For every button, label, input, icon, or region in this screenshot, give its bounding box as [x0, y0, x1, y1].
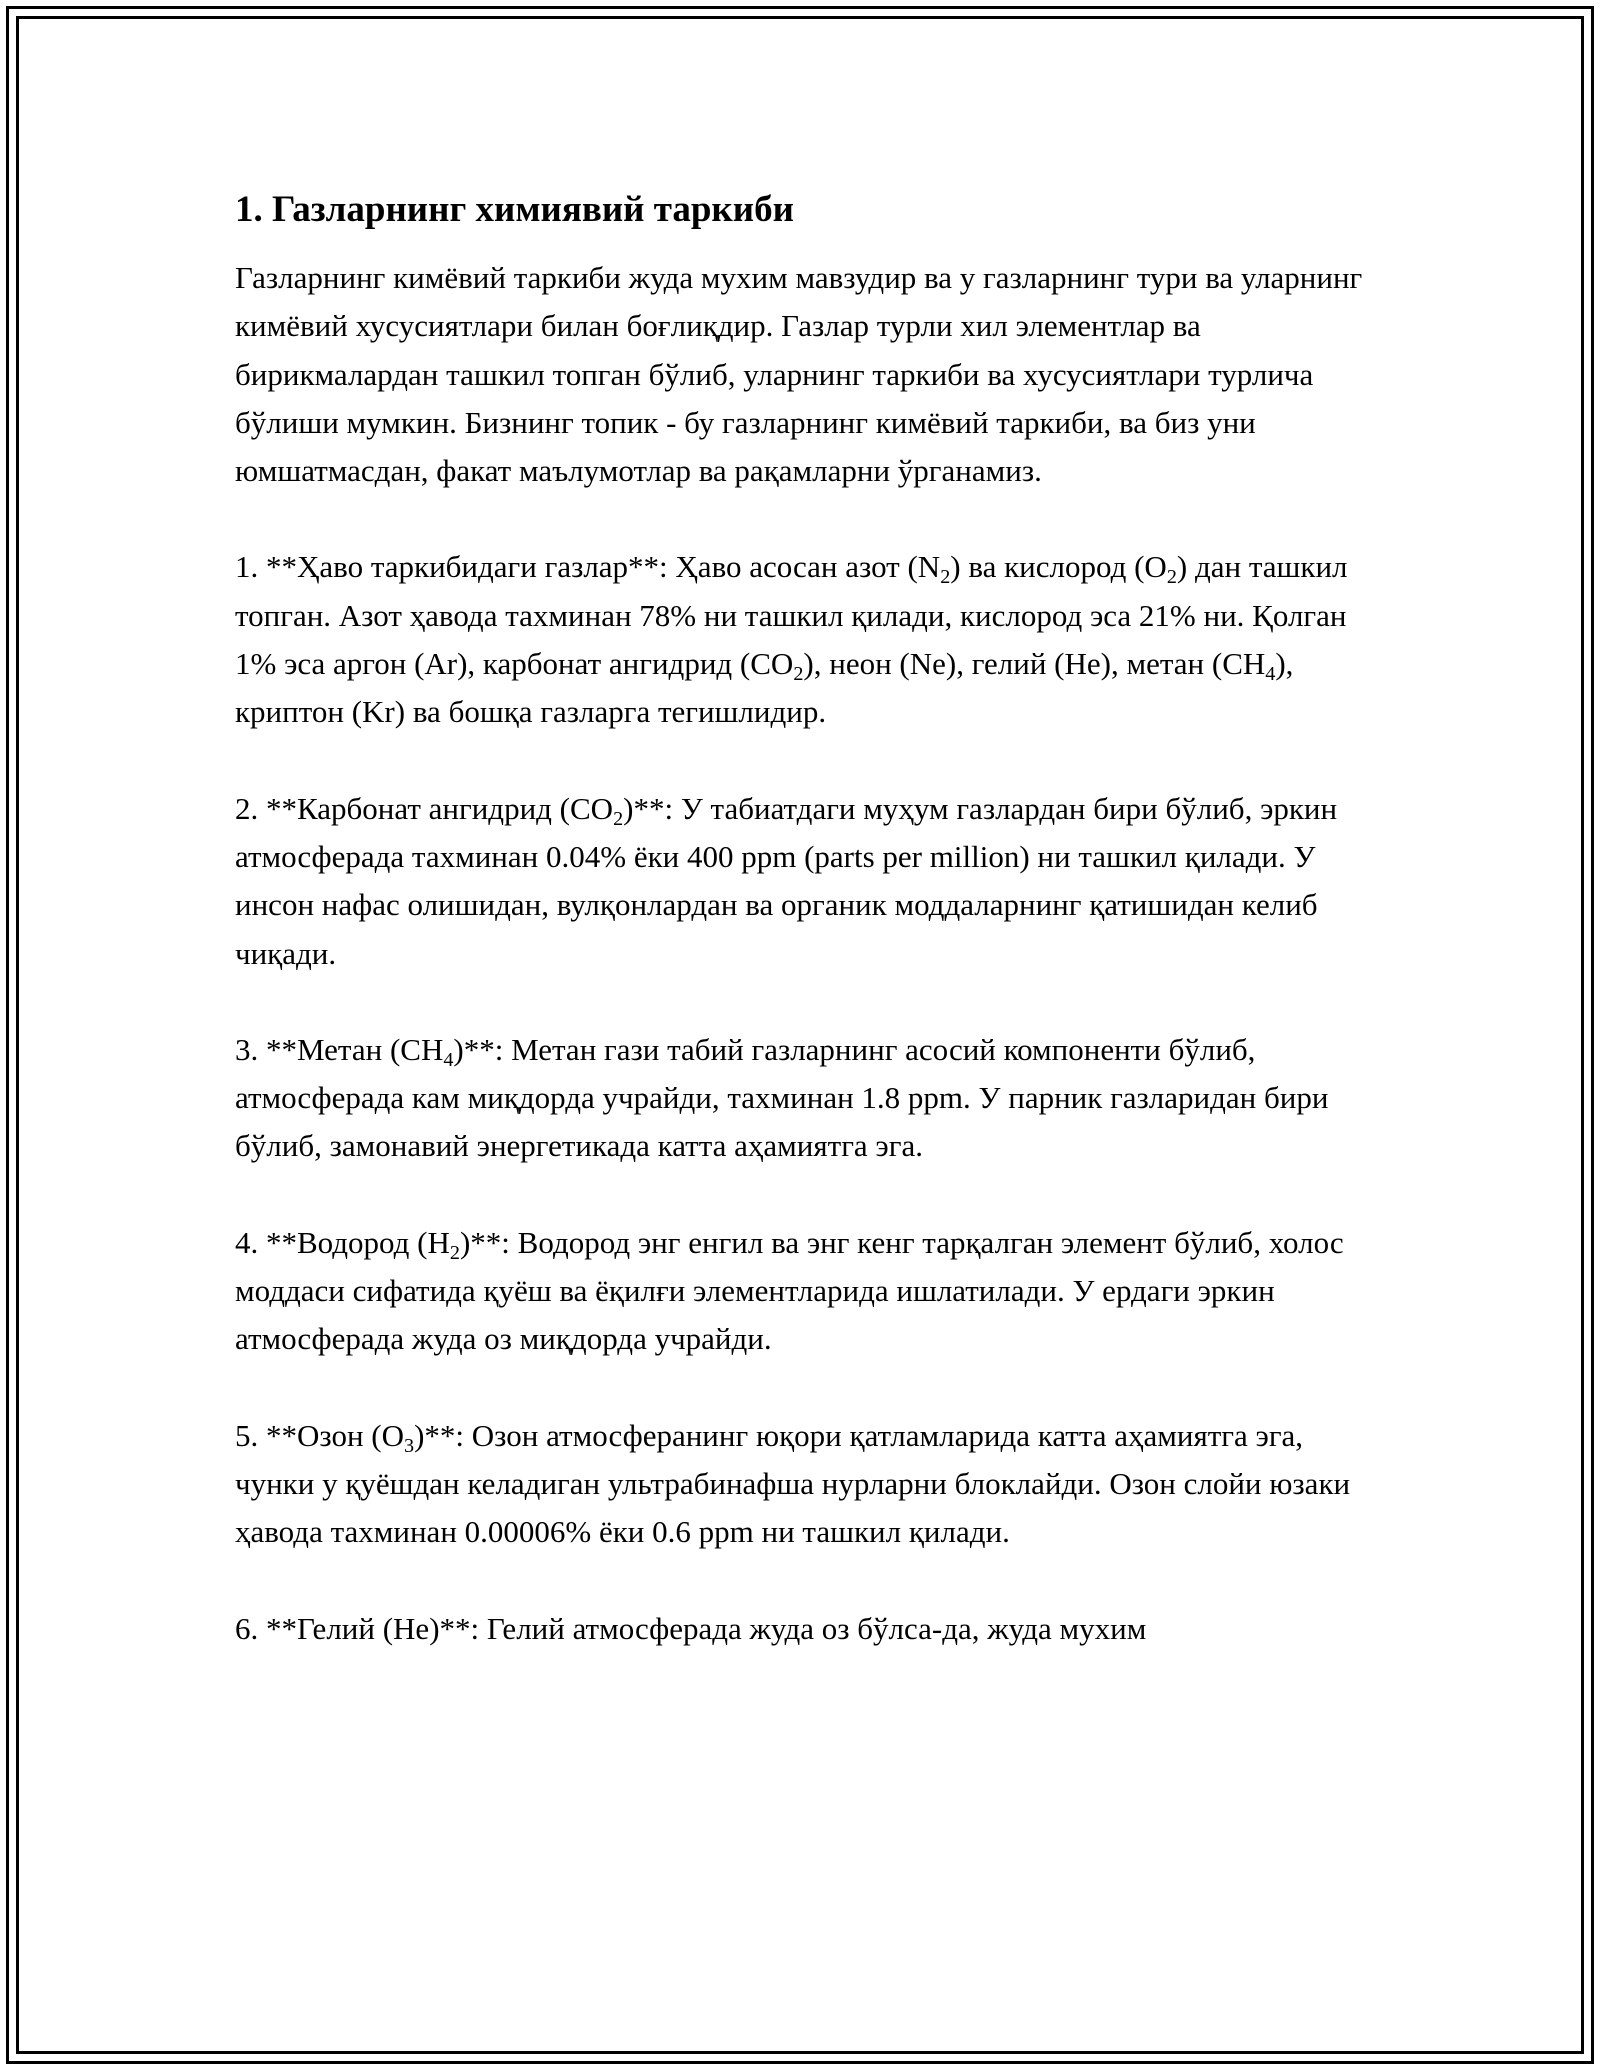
text-run: )**: Метан гази табий газларнинг асосий компоненти бўлиб, атмосферада кам миқдорда учрайди, тахминан 1.8 ppm. У парник газларидан бири бўлиб, замонавий энергетикада катта аҳамиятга эга.: [235, 1031, 1329, 1164]
text-run: )**: Озон атмосферанинг юқори қатламларида катта аҳамиятга эга, чунки у қуёшдан келадиган ультрабинафша нурларни блоклайди. Озон слойи юзаки ҳавода тахминан 0.00006% ёки 0.6 ppm ни ташкил қилади.: [235, 1417, 1351, 1550]
subscript: 4: [1265, 663, 1276, 686]
text-run: 1. **Ҳаво таркибидаги газлар**: Ҳаво асосан азот (N: [235, 549, 941, 585]
text-run: )**: Водород энг енгил ва энг кенг тарқалган элемент бўлиб, холос моддаси сифатида қуёш ва ёқилғи элементларида ишлатилади. У ердаги эркин атмосферада жуда оз миқдорда учрайди.: [235, 1224, 1344, 1357]
text-run: )**: У табиатдаги муҳум газлардан бири бўлиб, эркин атмосферада тахминан 0.04% ёки 400 ppm (parts per million) ни ташкил қилади. У инсон нафас олишидан, вулқонлардан ва органик моддаларнинг қатишидан келиб чиқади.: [235, 790, 1338, 971]
text-run: 4. **Водород (H: [235, 1224, 450, 1260]
subscript: 2: [793, 663, 804, 686]
document-title: 1. Газларнинг химиявий таркиби: [235, 189, 794, 230]
subscript: 2: [1166, 566, 1177, 589]
list-item-methane: [235, 1026, 1385, 1171]
text-run: 6. **Гелий (He)**: Гелий атмосферада жуда оз бўлса-да, жуда мухим: [235, 1610, 1147, 1646]
subscript: 2: [613, 807, 624, 830]
document-body: [235, 186, 1385, 1653]
text-run: ) ва кислород (O: [950, 549, 1167, 585]
subscript: 3: [404, 1434, 415, 1457]
intro-paragraph: Газларнинг кимёвий таркиби жуда мухим мавзудир ва у газларнинг тури ва уларнинг кимёвий хусусиятлари билан боғлиқдир. Газлар турли хил элементлар ва бирикмалардан ташкил топган бўлиб, уларнинг таркиби ва хусусиятлари турлича бўлиши мумкин. Бизнинг топик - бу газларнинг кимёвий таркиби, ва биз уни юмшатмасдан, факат маълумотлар ва рақамларни ўрганамиз.: [235, 260, 1363, 489]
list-item-carbon-dioxide: [235, 785, 1385, 978]
text-run: ), криптон (Kr) ва бошқа газларга тегишлидир.: [235, 646, 1294, 730]
subscript: 2: [449, 1241, 460, 1264]
text-run: 2. **Карбонат ангидрид (CO: [235, 790, 614, 826]
subscript: 2: [940, 566, 951, 589]
list-item-air-gases: [235, 543, 1385, 736]
list-item-ozone: [235, 1412, 1385, 1557]
text-run: 3. **Метан (CH: [235, 1031, 444, 1067]
text-run: ), неон (Ne), гелий (He), метан (CH: [803, 646, 1266, 682]
list-item-helium: [235, 1605, 1385, 1653]
list-item-hydrogen: [235, 1219, 1385, 1364]
subscript: 4: [443, 1048, 454, 1071]
text-run: ) дан ташкил топган. Азот ҳавода тахминан 78% ни ташкил қилади, кислород эса 21% ни. Қолган 1% эса аргон (Ar), карбонат ангидрид (CO: [235, 549, 1348, 682]
text-run: 5. **Озон (O: [235, 1417, 405, 1453]
